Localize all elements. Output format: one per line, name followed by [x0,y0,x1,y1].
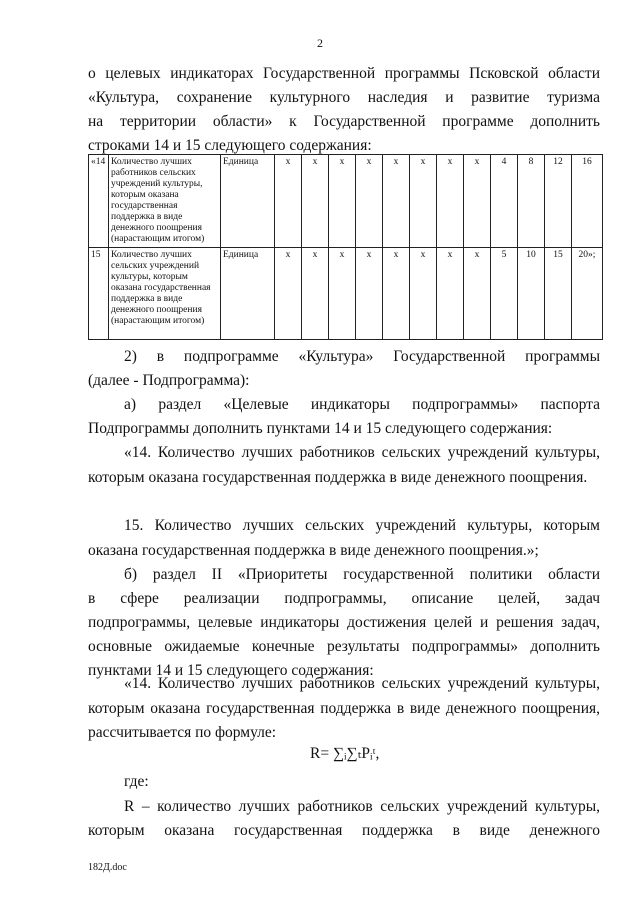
item-b-line-5: пунктами 14 и 15 следующего содержания: [88,662,374,679]
intro-line-3: на территории области» к Государственной программе дополнить [88,113,600,130]
value-cell: х [356,155,383,248]
file-name-label: 182Д.doc [88,862,127,873]
value-cell: х [275,248,302,340]
value-cell: 12 [545,155,572,248]
r-definition-line-2: которым оказана государственная поддержка в виде денежного [88,822,600,839]
value-cell: х [464,248,491,340]
table-row [89,155,603,248]
value-cell: х [356,248,383,340]
table-row [89,248,603,340]
value-cell: х [383,155,410,248]
row-number: 15 [89,248,109,340]
item-b-line-2: в сфере реализации подпрограммы, описание целей, задач [88,590,600,607]
quote-item-14-b: «14. Количество лучших работников сельских учреждений культуры, которым оказана государственная поддержка в виде денежного поощрения, рассчитывается по формуле: [88,675,600,741]
value-cell: х [410,155,437,248]
intro-line-2: «Культура, сохранение культурного наследия и развитие туризма [88,89,600,106]
indicator-name: Количество лучших работников сельских учреждений культуры, которым оказана государственная поддержка в виде денежного поощрения (нарастающим итогом) [109,155,221,248]
value-cell: 8 [518,155,545,248]
item-b-line-4: основные ожидаемые конечные результаты подпрограммы» дополнить [88,638,600,655]
value-cell: 10 [518,248,545,340]
quote-item-15: 15. Количество лучших сельских учреждений культуры, которым оказана государственная поддержка в виде денежного поощрения.»; [88,517,600,559]
value-cell: х [437,248,464,340]
value-cell: 4 [491,155,518,248]
value-cell: х [275,155,302,248]
value-cell: 15 [545,248,572,340]
value-cell: х [464,155,491,248]
item-2-line-1: 2) в подпрограмме «Культура» Государственной программы [124,348,600,365]
item-b-line-1: б) раздел II «Приоритеты государственной политики области [124,566,600,583]
quote-item-14-a: «14. Количество лучших работников сельских учреждений культуры, которым оказана государственная поддержка в виде денежного поощрения. [88,444,600,486]
value-cell: х [437,155,464,248]
unit-cell: Единица [221,155,275,248]
where-label: где: [124,773,149,790]
item-a-line-2: Подпрограммы дополнить пунктами 14 и 15 следующего содержания: [88,420,553,437]
intro-line-4: строками 14 и 15 следующего содержания: [88,137,372,154]
value-cell: х [410,248,437,340]
row-number: «14 [89,155,109,248]
page-number: 2 [317,36,323,50]
item-2-line-2: (далее - Подпрограмма): [88,372,250,389]
value-cell: х [329,248,356,340]
formula: R= ∑ᵢ∑ₜPᵢᵗ, [310,745,380,762]
value-cell: х [383,248,410,340]
value-cell: 5 [491,248,518,340]
value-cell: х [329,155,356,248]
unit-cell: Единица [221,248,275,340]
value-cell: х [302,155,329,248]
value-cell: 16 [572,155,603,248]
indicators-table [88,154,603,340]
intro-line-1: о целевых индикаторах Государственной программы Псковской области [88,65,600,82]
item-b-line-3: подпрограммы, целевые индикаторы достижения целей и решения задач, [88,614,600,631]
item-a-line-1: а) раздел «Целевые индикаторы подпрограммы» паспорта [124,396,600,413]
r-definition-line-1: R – количество лучших работников сельских учреждений культуры, [124,798,600,815]
value-cell: 20»; [572,248,603,340]
value-cell: х [302,248,329,340]
indicator-name: Количество лучших сельских учреждений культуры, которым оказана государственная поддержка в виде денежного поощрения (нарастающим итогом) [109,248,221,340]
